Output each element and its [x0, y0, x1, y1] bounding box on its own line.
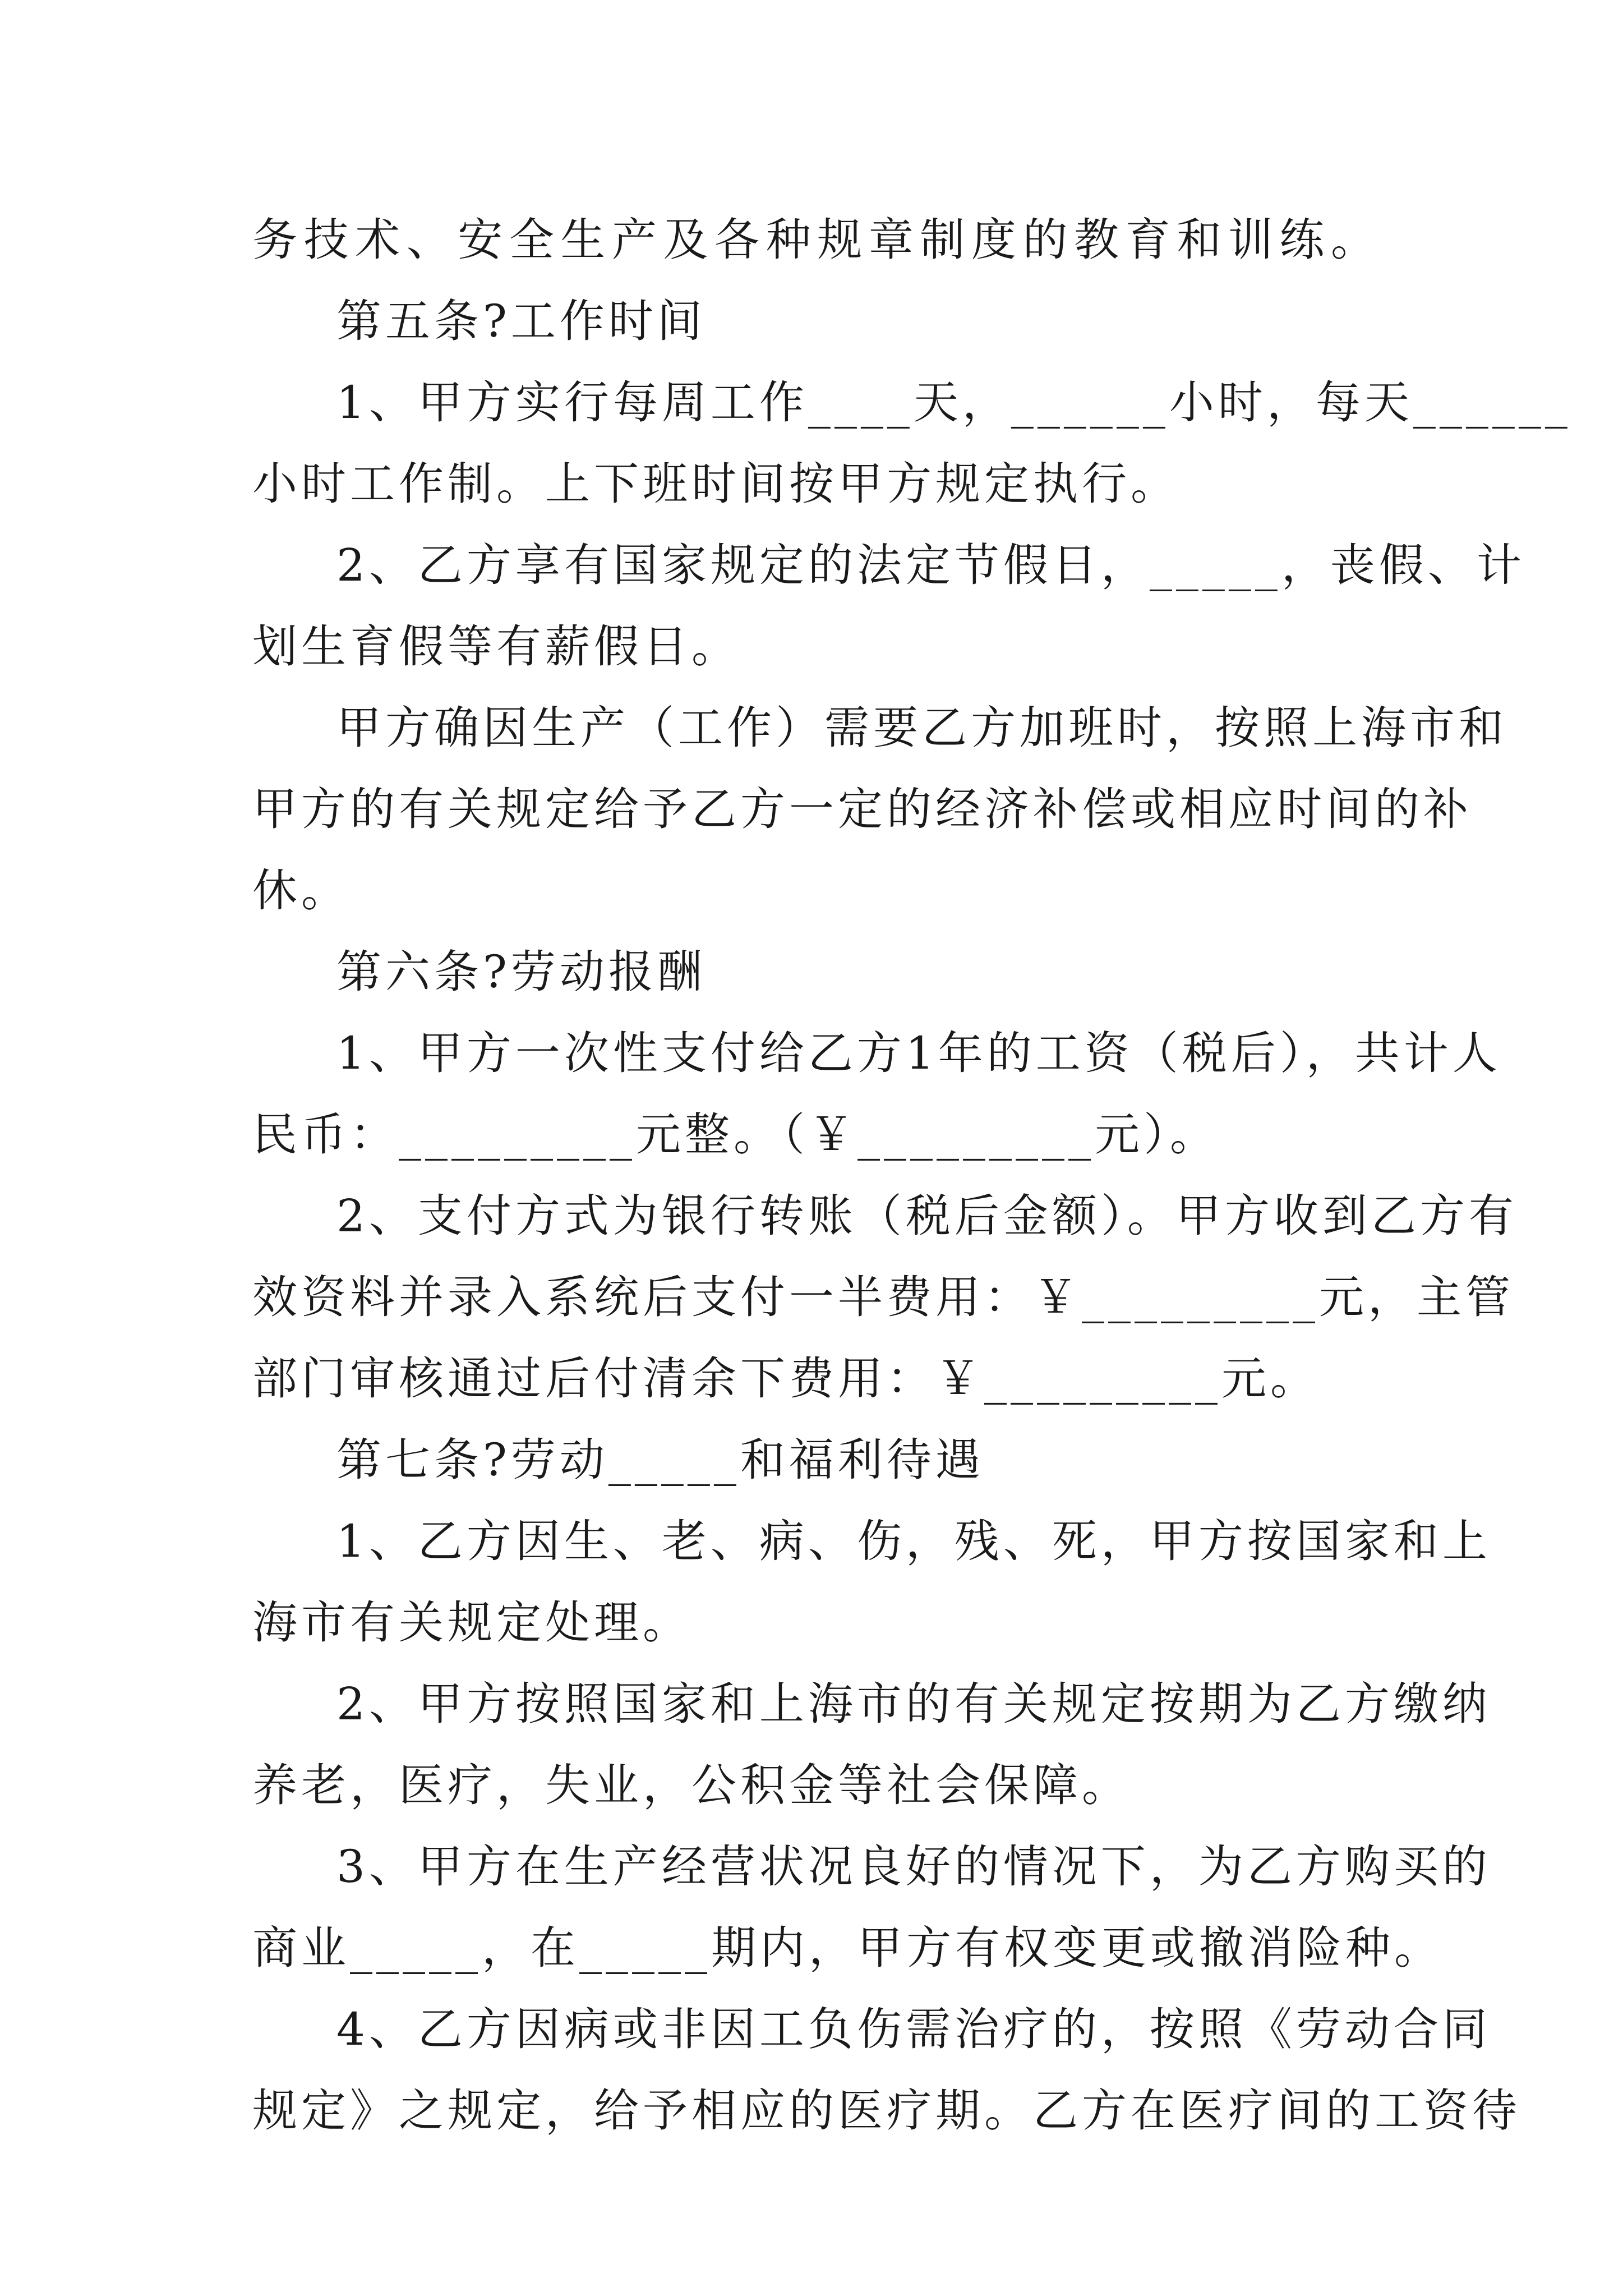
paragraph-line: 务技术、安全生产及各种规章制度的教育和训练。 — [252, 214, 1380, 266]
article-heading-five: 第五条?工作时间 — [336, 295, 706, 347]
paragraph-line: 小时工作制。上下班时间按甲方规定执行。 — [252, 458, 1179, 510]
paragraph-line: 商业_____，在_____期内，甲方有权变更或撤消险种。 — [252, 1922, 1443, 1974]
article-heading-six: 第六条?劳动报酬 — [336, 946, 706, 998]
paragraph-line: 2、甲方按照国家和上海市的有关规定按期为乙方缴纳 — [336, 1678, 1491, 1730]
paragraph-line: 民币：_________元整。（￥_________元）。 — [252, 1108, 1219, 1161]
paragraph-line: 1、甲方实行每周工作____天，______小时，每天______ — [336, 376, 1571, 429]
paragraph-line: 划生育假等有薪假日。 — [252, 620, 740, 673]
paragraph-line: 2、支付方式为银行转账（税后金额）。甲方收到乙方有 — [336, 1190, 1518, 1242]
paragraph-line: 甲方确因生产（工作）需要乙方加班时，按照上海市和 — [336, 702, 1507, 754]
paragraph-line: 1、甲方一次性支付给乙方1年的工资（税后），共计人 — [336, 1027, 1501, 1079]
paragraph-line: 4、乙方因病或非因工负伤需治疗的，按照《劳动合同 — [336, 2003, 1491, 2055]
paragraph-line: 海市有关规定处理。 — [252, 1596, 691, 1649]
paragraph-line: 休。 — [252, 864, 350, 917]
document-body — [252, 209, 1571, 2161]
paragraph-line: 部门审核通过后付清余下费用：￥_________元。 — [252, 1352, 1319, 1405]
paragraph-line: 2、乙方享有国家规定的法定节假日，_____，丧假、计 — [336, 539, 1525, 591]
paragraph-line: 效资料并录入系统后支付一半费用：￥_________元，主管 — [252, 1271, 1514, 1323]
article-heading-seven: 第七条?劳动_____和福利待遇 — [336, 1434, 984, 1486]
paragraph-line: 3、甲方在生产经营状况良好的情况下，为乙方购买的 — [336, 1841, 1491, 1893]
paragraph-line: 1、乙方因生、老、病、伤，残、死，甲方按国家和上 — [336, 1515, 1491, 1567]
paragraph-line: 规定》之规定，给予相应的医疗期。乙方在医疗间的工资待 — [252, 2085, 1521, 2137]
paragraph-line: 养老，医疗，失业，公积金等社会保障。 — [252, 1759, 1131, 1811]
paragraph-line: 甲方的有关规定给予乙方一定的经济补偿或相应时间的补 — [252, 783, 1472, 835]
